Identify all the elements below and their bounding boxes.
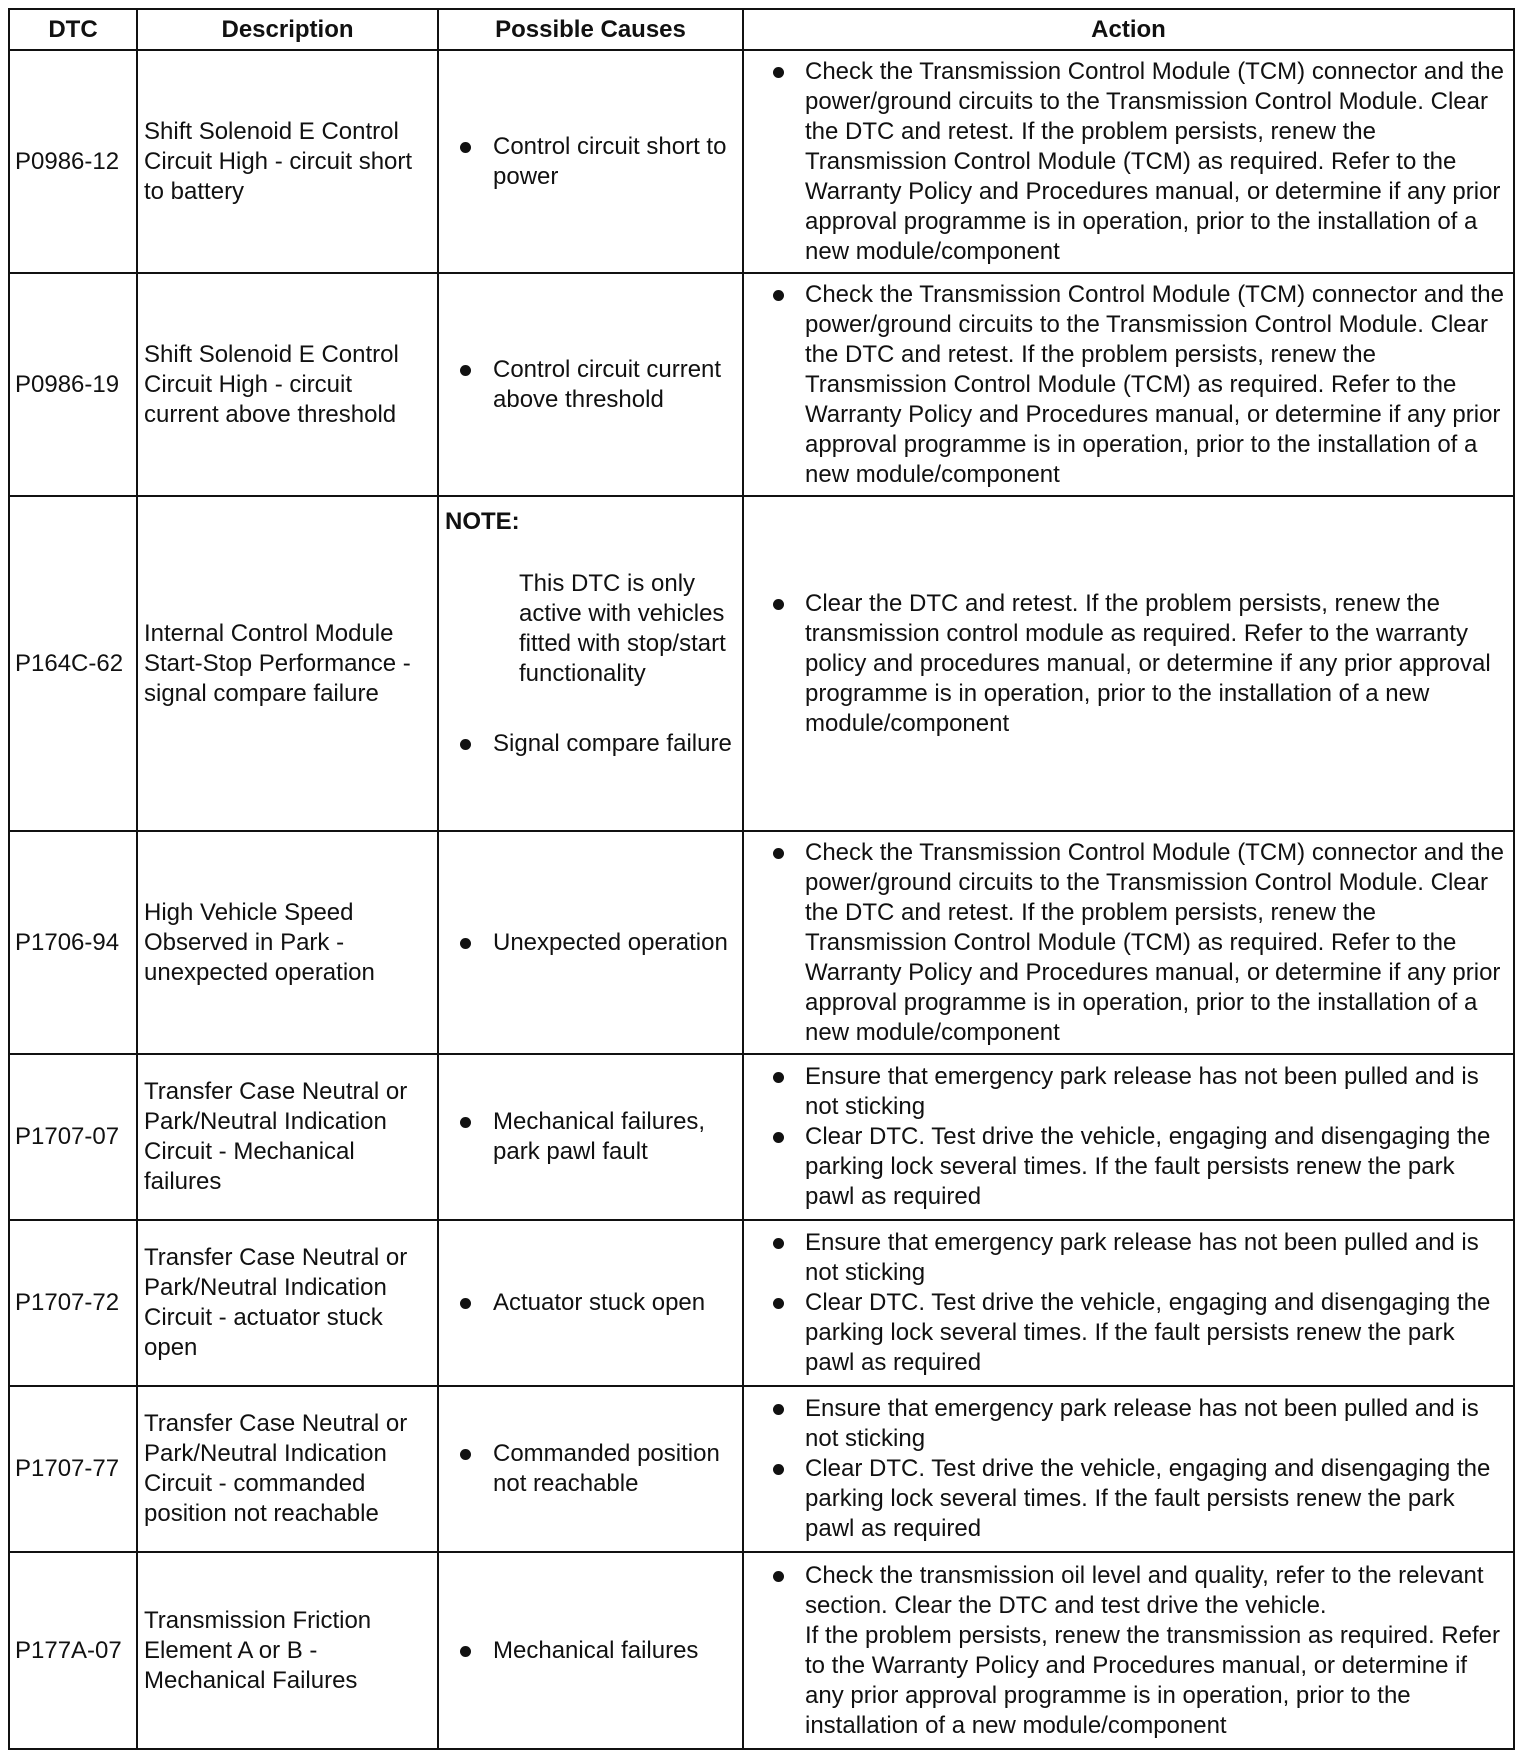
header-possible-causes: Possible Causes <box>438 9 743 50</box>
description-cell: Transmission Friction Element A or B - Mechanical Failures <box>137 1552 438 1749</box>
table-row <box>9 831 1514 1054</box>
action-cell <box>743 831 1514 1054</box>
table-row <box>9 1552 1514 1749</box>
header-action: Action <box>743 9 1514 50</box>
dtc-code: P1707-07 <box>9 1054 137 1220</box>
dtc-code: P1706-94 <box>9 831 137 1054</box>
table-row <box>9 1054 1514 1220</box>
header-description: Description <box>137 9 438 50</box>
dtc-table <box>8 8 1515 1750</box>
dtc-code: P0986-12 <box>9 50 137 273</box>
action-cell <box>743 50 1514 273</box>
cause-cell <box>438 831 743 1054</box>
cause-item: Mechanical failures, park pawl fault <box>445 1107 736 1167</box>
cause-item: Mechanical failures <box>445 1636 736 1666</box>
description-cell: High Vehicle Speed Observed in Park - unexpected operation <box>137 831 438 1054</box>
cause-cell <box>438 273 743 496</box>
dtc-code: P1707-72 <box>9 1220 137 1386</box>
action-item: Check the Transmission Control Module (TCM) connector and the power/ground circuits to the Transmission Control Module. Clear the DTC and retest. If the problem persists, renew the Transmission Control Module (TCM) as required. Refer to the Warranty Policy and Procedures manual, or determine if any prior approval programme is in operation, prior to the installation of a new module/component <box>750 57 1507 267</box>
action-item: Ensure that emergency park release has not been pulled and is not sticking <box>750 1394 1507 1454</box>
description-cell: Internal Control Module Start-Stop Performance - signal compare failure <box>137 496 438 831</box>
cause-item: Commanded position not reachable <box>445 1439 736 1499</box>
cause-cell <box>438 1220 743 1386</box>
cause-cell <box>438 1386 743 1552</box>
cause-item: Unexpected operation <box>445 928 736 958</box>
table-row <box>9 1220 1514 1386</box>
cause-cell <box>438 50 743 273</box>
action-item: Ensure that emergency park release has not been pulled and is not sticking <box>750 1228 1507 1288</box>
description-cell: Transfer Case Neutral or Park/Neutral Indication Circuit - actuator stuck open <box>137 1220 438 1386</box>
table-row <box>9 496 1514 831</box>
action-item: Ensure that emergency park release has not been pulled and is not sticking <box>750 1062 1507 1122</box>
cause-item: Signal compare failure <box>445 729 736 759</box>
dtc-code: P0986-19 <box>9 273 137 496</box>
table-row <box>9 273 1514 496</box>
action-cell <box>743 1386 1514 1552</box>
dtc-code: P164C-62 <box>9 496 137 831</box>
cause-item: Actuator stuck open <box>445 1288 736 1318</box>
action-item: Check the Transmission Control Module (TCM) connector and the power/ground circuits to the Transmission Control Module. Clear the DTC and retest. If the problem persists, renew the Transmission Control Module (TCM) as required. Refer to the Warranty Policy and Procedures manual, or determine if any prior approval programme is in operation, prior to the installation of a new module/component <box>750 838 1507 1048</box>
action-item: Clear DTC. Test drive the vehicle, engaging and disengaging the parking lock several times. If the fault persists renew the park pawl as required <box>750 1454 1507 1544</box>
dtc-code: P1707-77 <box>9 1386 137 1552</box>
action-continuation: If the problem persists, renew the transmission as required. Refer to the Warranty Policy and Procedures manual, or determine if any prior approval programme is in operation, prior to the installation of a new module/component <box>805 1621 1500 1739</box>
action-cell <box>743 273 1514 496</box>
action-item: Check the Transmission Control Module (TCM) connector and the power/ground circuits to the Transmission Control Module. Clear the DTC and retest. If the problem persists, renew the Transmission Control Module (TCM) as required. Refer to the Warranty Policy and Procedures manual, or determine if any prior approval programme is in operation, prior to the installation of a new module/component <box>750 280 1507 490</box>
cause-cell <box>438 496 743 831</box>
cause-cell <box>438 1552 743 1749</box>
action-item: Clear DTC. Test drive the vehicle, engaging and disengaging the parking lock several times. If the fault persists renew the park pawl as required <box>750 1122 1507 1212</box>
header-row <box>9 9 1514 50</box>
cause-item: Control circuit short to power <box>445 132 736 192</box>
action-cell <box>743 1054 1514 1220</box>
action-item: Clear the DTC and retest. If the problem persists, renew the transmission control module as required. Refer to the warranty policy and procedures manual, or determine if any prior approval programme is in operation, prior to the installation of a new module/component <box>750 589 1507 739</box>
description-cell: Shift Solenoid E Control Circuit High - circuit current above threshold <box>137 273 438 496</box>
action-item: Clear DTC. Test drive the vehicle, engaging and disengaging the parking lock several times. If the fault persists renew the park pawl as required <box>750 1288 1507 1378</box>
action-cell <box>743 1220 1514 1386</box>
table-row <box>9 1386 1514 1552</box>
note-text: This DTC is only active with vehicles fitted with stop/start functionality <box>519 570 726 687</box>
dtc-code: P177A-07 <box>9 1552 137 1749</box>
description-cell: Shift Solenoid E Control Circuit High - circuit short to battery <box>137 50 438 273</box>
cause-item: Control circuit current above threshold <box>445 355 736 415</box>
description-cell: Transfer Case Neutral or Park/Neutral Indication Circuit - commanded position not reachable <box>137 1386 438 1552</box>
header-dtc: DTC <box>9 9 137 50</box>
table-row <box>9 50 1514 273</box>
cause-cell <box>438 1054 743 1220</box>
action-cell <box>743 1552 1514 1749</box>
action-item: Check the transmission oil level and quality, refer to the relevant section. Clear the DTC and test drive the vehicle. <box>750 1561 1507 1621</box>
description-cell: Transfer Case Neutral or Park/Neutral Indication Circuit - Mechanical failures <box>137 1054 438 1220</box>
note-title: NOTE: <box>445 508 520 535</box>
action-cell <box>743 496 1514 831</box>
